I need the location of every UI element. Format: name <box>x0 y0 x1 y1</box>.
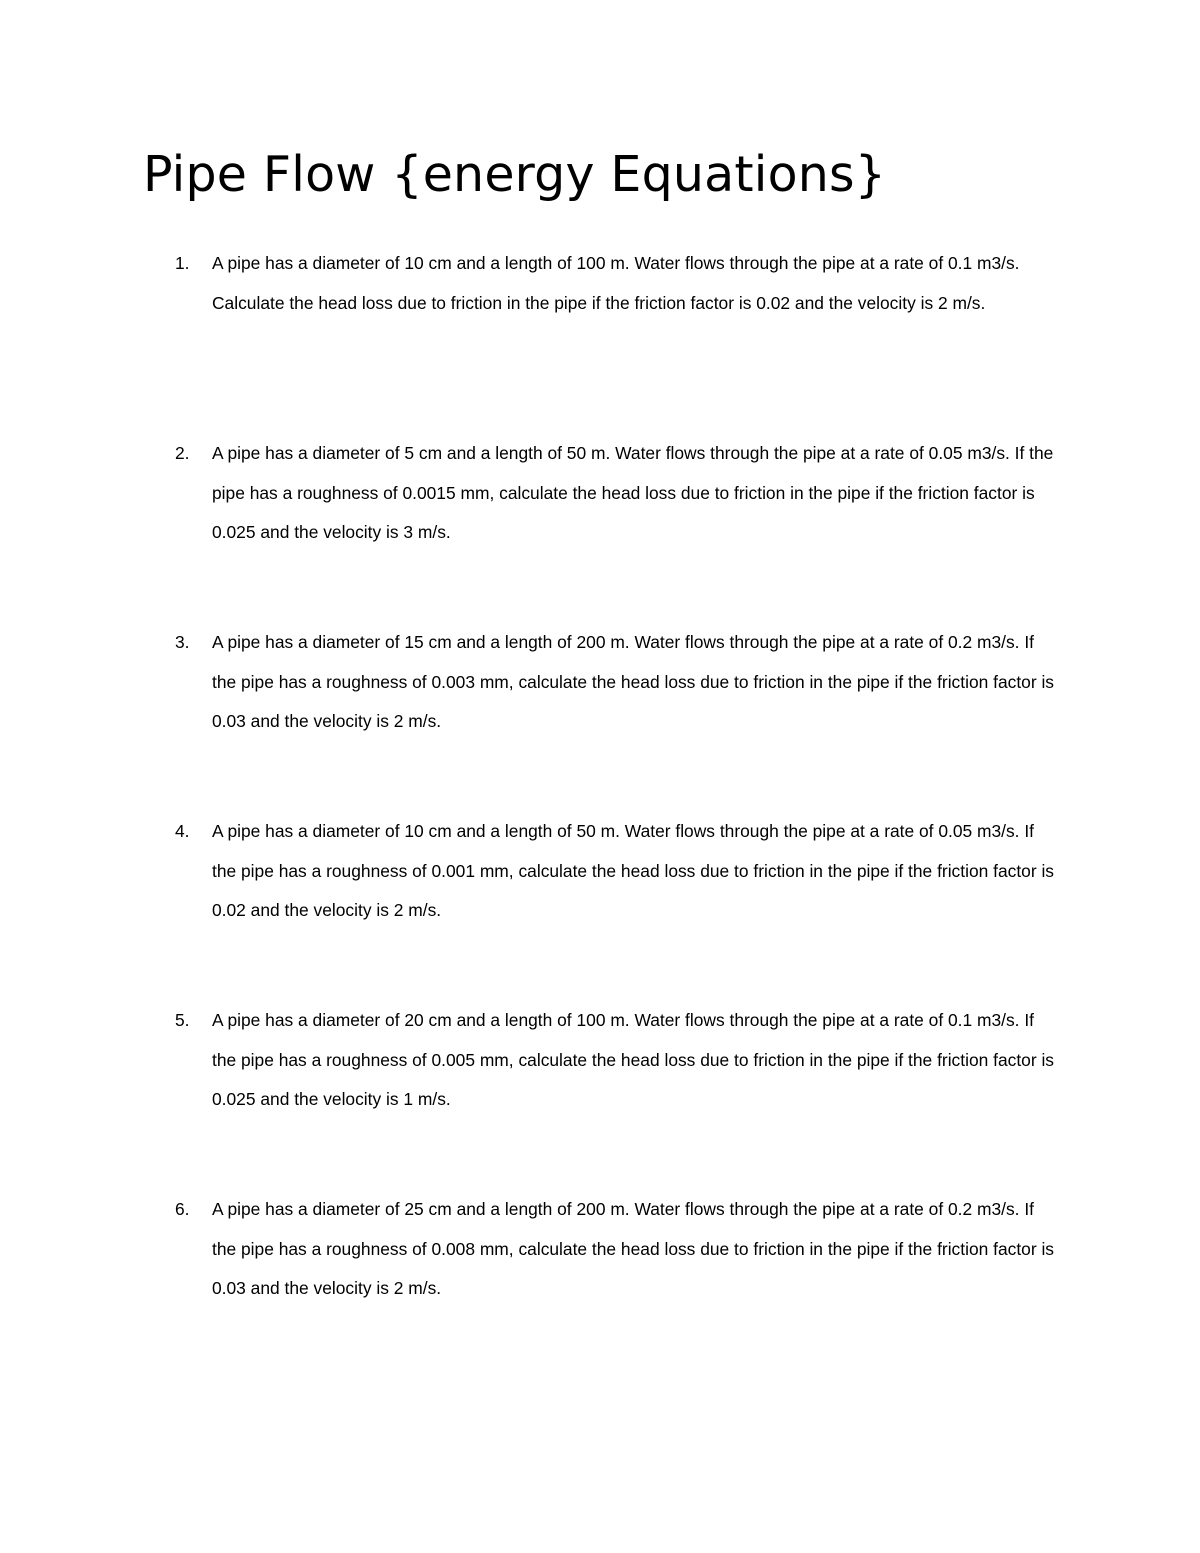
question-number: 4. <box>175 821 190 841</box>
question-number: 3. <box>175 632 190 652</box>
question-number: 6. <box>175 1199 190 1219</box>
question-text: A pipe has a diameter of 15 cm and a length of 200 m. Water flows through the pipe at a rate of 0.2 m3/s. If the pipe has a roughness of 0.003 mm, calculate the head loss due to friction in the pipe if the friction factor is 0.03 and the velocity is 2 m/s. <box>212 632 1055 732</box>
question-text: A pipe has a diameter of 10 cm and a length of 100 m. Water flows through the pipe at a rate of 0.1 m3/s. Calculate the head loss due to friction in the pipe if the friction factor is 0.02 and the velocity is 2 m/s. <box>212 253 1020 313</box>
question-number: 5. <box>175 1010 190 1030</box>
question-text: A pipe has a diameter of 25 cm and a length of 200 m. Water flows through the pipe at a rate of 0.2 m3/s. If the pipe has a roughness of 0.008 mm, calculate the head loss due to friction in the pipe if the friction factor is 0.03 and the velocity is 2 m/s. <box>212 1199 1055 1299</box>
question-number: 2. <box>175 443 190 463</box>
question-text: A pipe has a diameter of 20 cm and a length of 100 m. Water flows through the pipe at a rate of 0.1 m3/s. If the pipe has a roughness of 0.005 mm, calculate the head loss due to friction in the pipe if the friction factor is 0.025 and the velocity is 1 m/s. <box>212 1010 1055 1110</box>
question-text: A pipe has a diameter of 10 cm and a length of 50 m. Water flows through the pipe at a rate of 0.05 m3/s. If the pipe has a roughness of 0.001 mm, calculate the head loss due to friction in the pipe if the friction factor is 0.02 and the velocity is 2 m/s. <box>212 821 1055 921</box>
question-number: 1. <box>175 253 190 273</box>
question-text: A pipe has a diameter of 5 cm and a length of 50 m. Water flows through the pipe at a rate of 0.05 m3/s. If the pipe has a roughness of 0.0015 mm, calculate the head loss due to friction in the pipe if the friction factor is 0.025 and the velocity is 3 m/s. <box>212 443 1054 543</box>
page-title: Pipe Flow {energy Equations} <box>143 146 887 203</box>
